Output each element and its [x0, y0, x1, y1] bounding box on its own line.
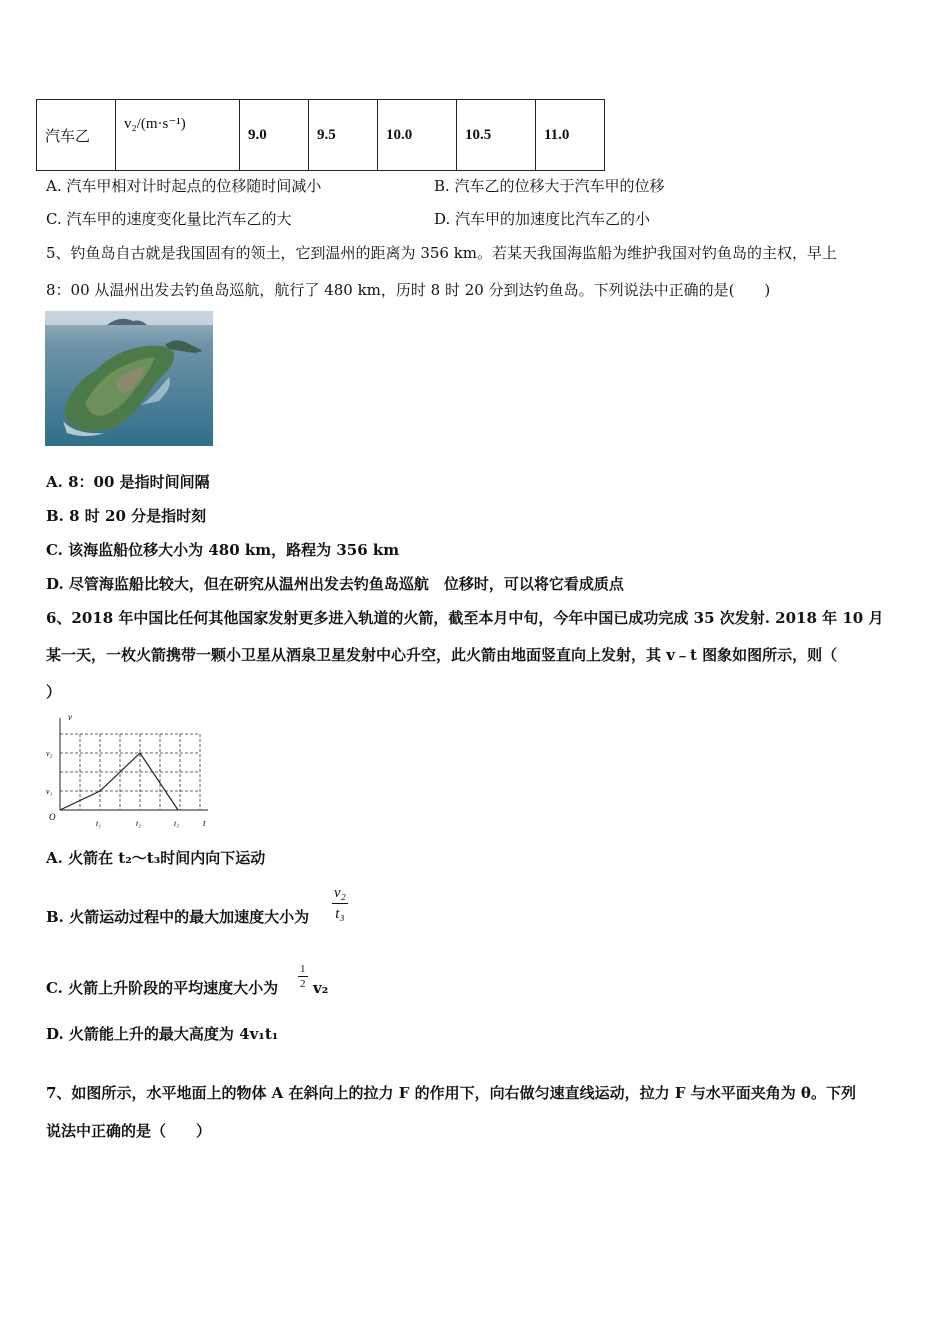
- fraction-one-half: [298, 962, 308, 991]
- y-tick-v2: v₂: [46, 749, 53, 758]
- graph-grid: [60, 734, 200, 810]
- value-cell-4: 10.5: [457, 100, 536, 171]
- value-cell-1: 9.0: [240, 100, 309, 171]
- x-tick-t2: t₂: [136, 819, 142, 828]
- q6-stem-line-1: 6、2018 年中国比任何其他国家发射更多进入轨道的火箭，截至本月中旬，今年中国已成功完成 35 次发射. 2018 年 10 月: [46, 609, 884, 627]
- island-illustration: [45, 311, 213, 446]
- q7-stem-line-2: 说法中正确的是（ ）: [46, 1122, 212, 1140]
- q5-option-a: A. 8：00 是指时间间隔: [46, 473, 210, 491]
- q5-stem-line-1: 5、钓鱼岛自古就是我国固有的领土，它到温州的距离为 356 km。若某天我国海监船为维护我国对钓鱼岛的主权，早上: [46, 244, 838, 262]
- q6-option-b-text: B. 火箭运动过程中的最大加速度大小为: [46, 908, 310, 926]
- fraction-denominator: t₃: [335, 906, 345, 922]
- table-row: [37, 100, 605, 171]
- q6-option-b: [46, 907, 309, 927]
- y-axis-label: v: [68, 712, 72, 722]
- x-axis-label: t: [203, 818, 206, 828]
- fraction-numerator: v₂: [332, 883, 348, 904]
- speed-table: [36, 99, 605, 171]
- q6-option-c-text: C. 火箭上升阶段的平均速度大小为: [46, 979, 279, 997]
- q6-option-a: A. 火箭在 t₂～t₃时间内向下运动: [46, 849, 266, 867]
- q7-stem-line-1: 7、如图所示，水平地面上的物体 A 在斜向上的拉力 F 的作用下，向右做匀速直线运动，拉力 F 与水平面夹角为 θ。下列: [46, 1084, 856, 1102]
- vt-graph: [40, 708, 220, 836]
- x-tick-t3: t₃: [174, 819, 180, 828]
- q6-stem-line-2: 某一天，一枚火箭携带一颗小卫星从酒泉卫星发射中心升空，此火箭由地面竖直向上发射，其 v﹣t 图象如图所示，则（: [46, 646, 838, 664]
- q5-option-d: D. 尽管海监船比较大，但在研究从温州出发去钓鱼岛巡航 位移时，可以将它看成质点: [46, 575, 624, 593]
- q5-option-b: B. 8 时 20 分是指时刻: [46, 507, 207, 525]
- unit-cell: [116, 100, 240, 171]
- unit-label: v₂/(m·s⁻¹): [124, 115, 186, 132]
- fraction-v2-over-t3: [332, 883, 348, 924]
- value-cell-2: 9.5: [309, 100, 378, 171]
- origin-label: O: [49, 812, 56, 822]
- q6-option-d: D. 火箭能上升的最大高度为 4v₁t₁: [46, 1025, 279, 1043]
- q6-stem-line-3: ）: [46, 683, 62, 701]
- q4-option-c: C. 汽车甲的速度变化量比汽车乙的大: [46, 210, 292, 228]
- y-tick-v1: v₁: [46, 787, 53, 796]
- value-cell-5: 11.0: [536, 100, 605, 171]
- q4-option-a: A. 汽车甲相对计时起点的位移随时间减小: [46, 177, 322, 195]
- fraction-denominator: 2: [300, 978, 306, 990]
- fraction-numerator: 1: [300, 963, 306, 975]
- island-photo: [45, 311, 213, 446]
- x-tick-t1: t₁: [96, 819, 102, 828]
- q5-option-c: C. 该海监船位移大小为 480 km，路程为 356 km: [46, 541, 400, 559]
- q4-option-d: D. 汽车甲的加速度比汽车乙的小: [434, 210, 651, 228]
- q5-stem-line-2: 8：00 从温州出发去钓鱼岛巡航，航行了 480 km，历时 8 时 20 分到达钓鱼岛。下列说法中正确的是( ): [46, 281, 771, 299]
- row-label: 汽车乙: [37, 100, 116, 171]
- q6-option-c-tail: v₂: [313, 979, 329, 997]
- q4-option-b: B. 汽车乙的位移大于汽车甲的位移: [434, 177, 665, 195]
- value-cell-3: 10.0: [378, 100, 457, 171]
- q6-option-c: [46, 978, 278, 998]
